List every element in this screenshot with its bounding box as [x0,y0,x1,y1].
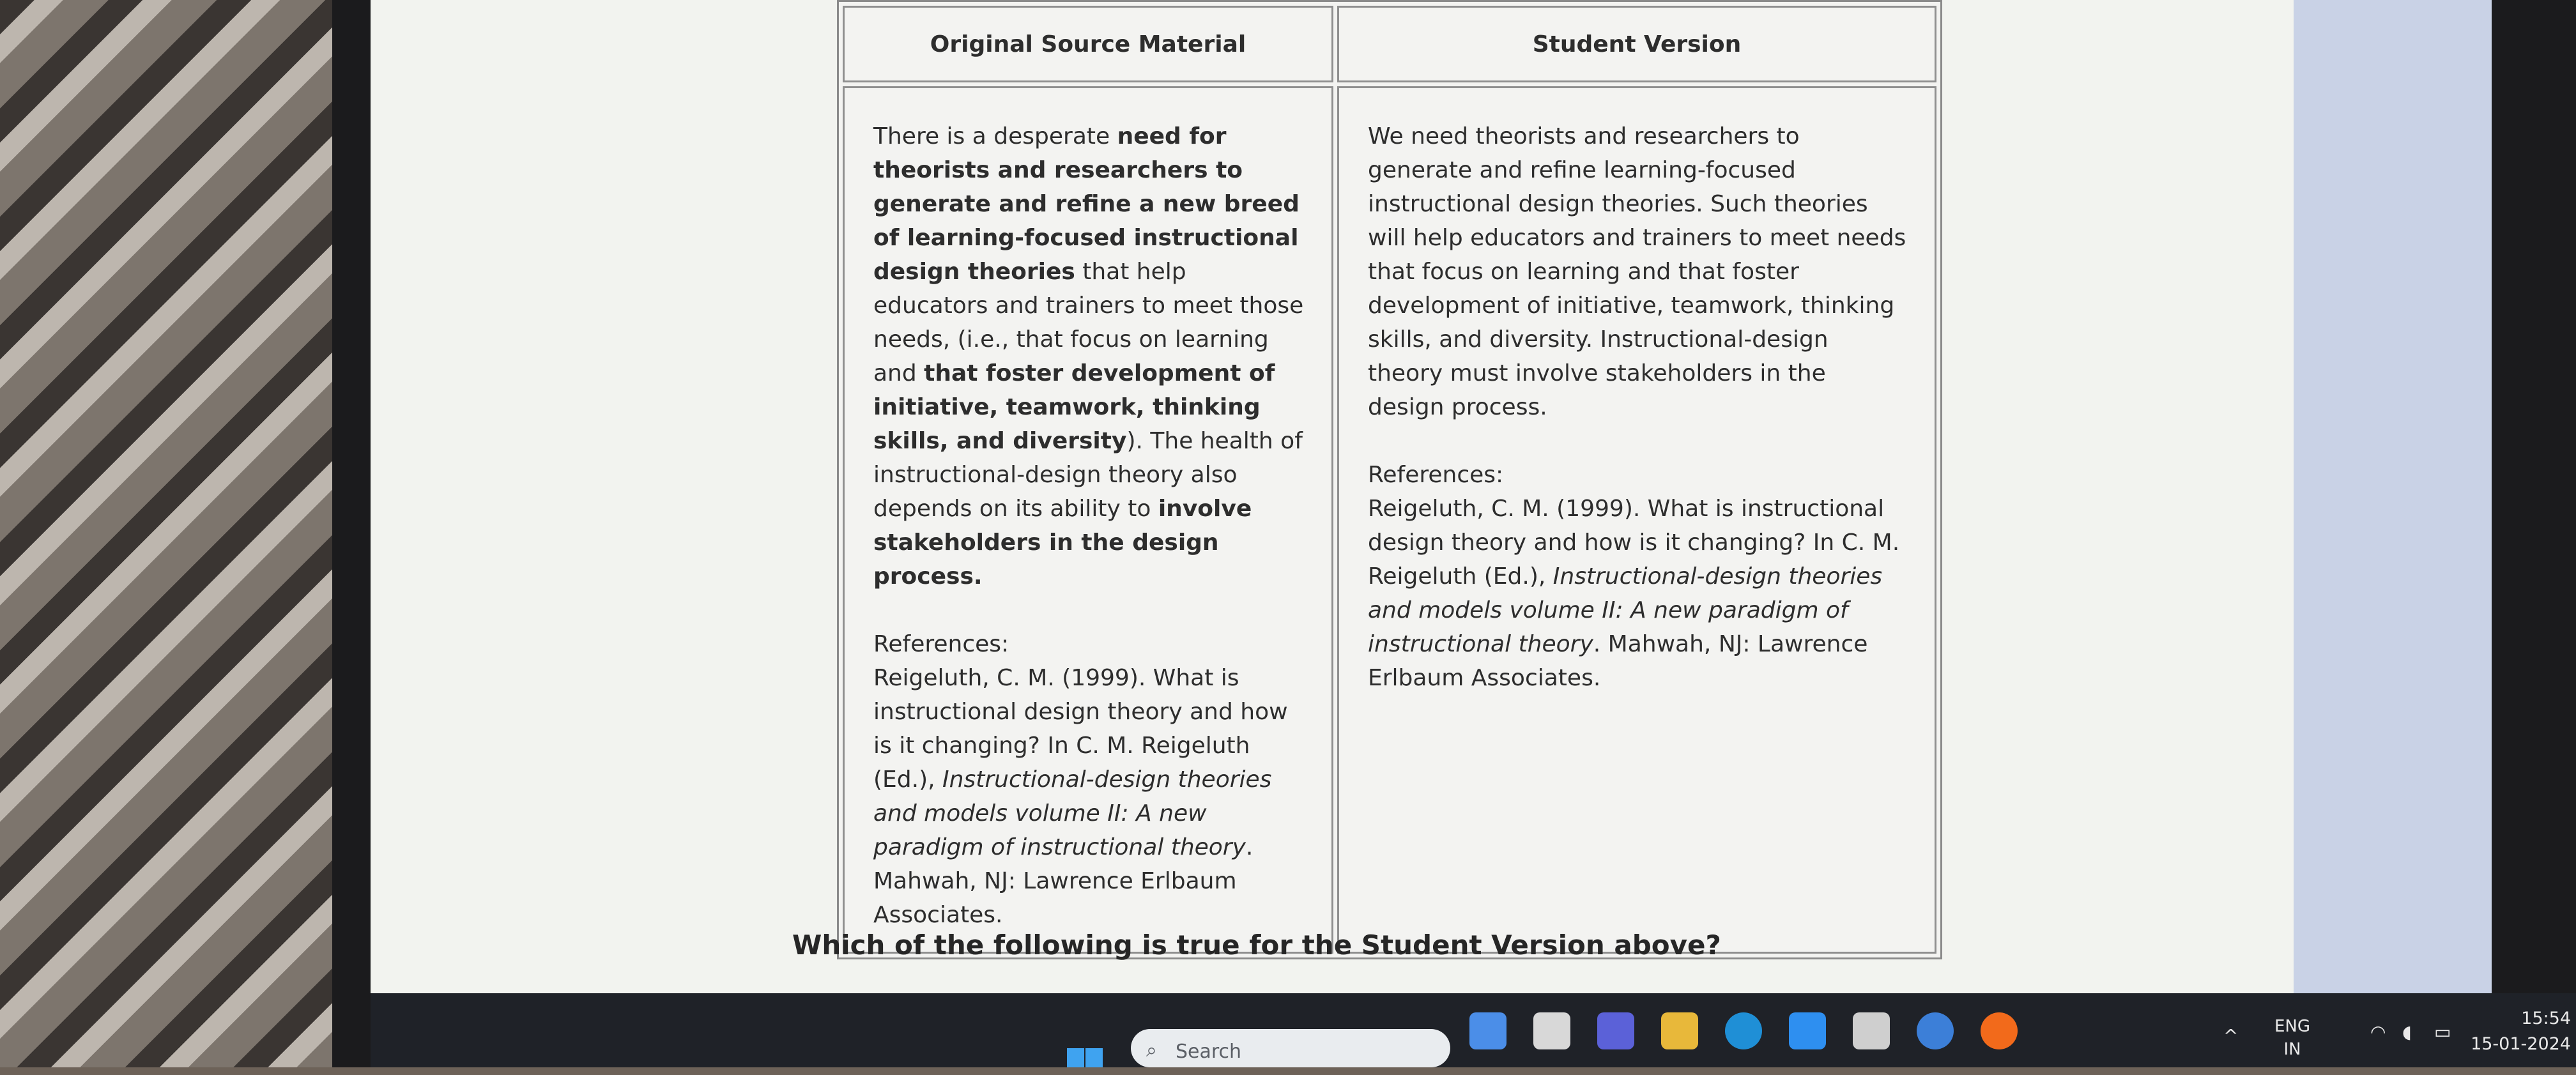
store-icon[interactable] [1853,1012,1890,1049]
table-header-row [843,6,1936,82]
teams-icon[interactable] [1597,1012,1634,1049]
edge-icon[interactable] [1725,1012,1762,1049]
student-references-label: References: [1368,462,1504,488]
clock[interactable]: 15:54 15-01-2024 [2471,1009,2571,1054]
task-view-icon[interactable] [1533,1012,1570,1049]
battery-icon[interactable]: ▭ [2434,1021,2451,1042]
volume-icon[interactable]: ◖ [2402,1021,2412,1042]
original-cell [843,86,1333,954]
original-text-2: need for theorists and researchers to generate and refine a new breed of learning-focused instructional design theories [873,123,1300,285]
header-original: Original Source Material [843,6,1333,82]
language-indicator[interactable]: ENG IN [2274,1017,2311,1059]
firefox-icon[interactable] [1981,1012,2018,1049]
original-reference: Reigeluth, C. M. (1999). What is instructional design theory and how is it changing? In C. M. Reigeluth (Ed.), Instructional-design theories and models volume II: A new paradigm of instructional theory. Mahwah, NJ: Lawrence Erlbaum Associates. [873,665,1288,928]
table-row [843,86,1936,954]
taskbar [371,993,2576,1067]
comparison-table [837,0,1942,959]
wifi-icon[interactable]: ◠ [2370,1021,2386,1042]
copilot-icon[interactable] [1469,1012,1506,1049]
chevron-up-icon[interactable]: ^ [2223,1025,2239,1046]
side-panel [2294,0,2492,993]
student-reference: Reigeluth, C. M. (1999). What is instructional design theory and how is it changing? In C. M. Reigeluth (Ed.), Instructional-design theories and models volume II: A new paradigm of instructional theory. Mahwah, NJ: Lawrence Erlbaum Associates. [1368,496,1900,691]
search-icon: ⌕ [1146,1039,1157,1062]
taskbar-search-input[interactable]: ⌕ Search [1131,1029,1450,1067]
original-text-4: that foster development of initiative, teamwork, thinking skills, and diversity [873,360,1275,454]
original-text-3: that help educators and trainers to meet those needs, (i.e., that focus on learning and [873,259,1304,386]
file-explorer-icon[interactable] [1661,1012,1698,1049]
windows-start-icon[interactable] [1067,1048,1103,1067]
student-cell [1337,86,1936,954]
header-student: Student Version [1337,6,1936,82]
original-text-1: There is a desperate [873,123,1117,149]
original-text-6: involve stakeholders in the design process. [873,496,1252,590]
original-text-5: ). The health of instructional-design theory also depends on its ability to [873,428,1303,522]
original-references-label: References: [873,631,1009,657]
student-text: We need theorists and researchers to generate and refine learning-focused instructional design theories. Such theories will help educators and trainers to meet needs that focus on learning and that foster development of initiative, teamwork, thinking skills, and diversity. Instructional-design theory must involve stakeholders in the design process. [1368,123,1906,420]
help-icon[interactable] [1917,1012,1954,1049]
question-text: Which of the following is true for the Student Version above? [792,929,1721,961]
app-icon[interactable] [1789,1012,1826,1049]
